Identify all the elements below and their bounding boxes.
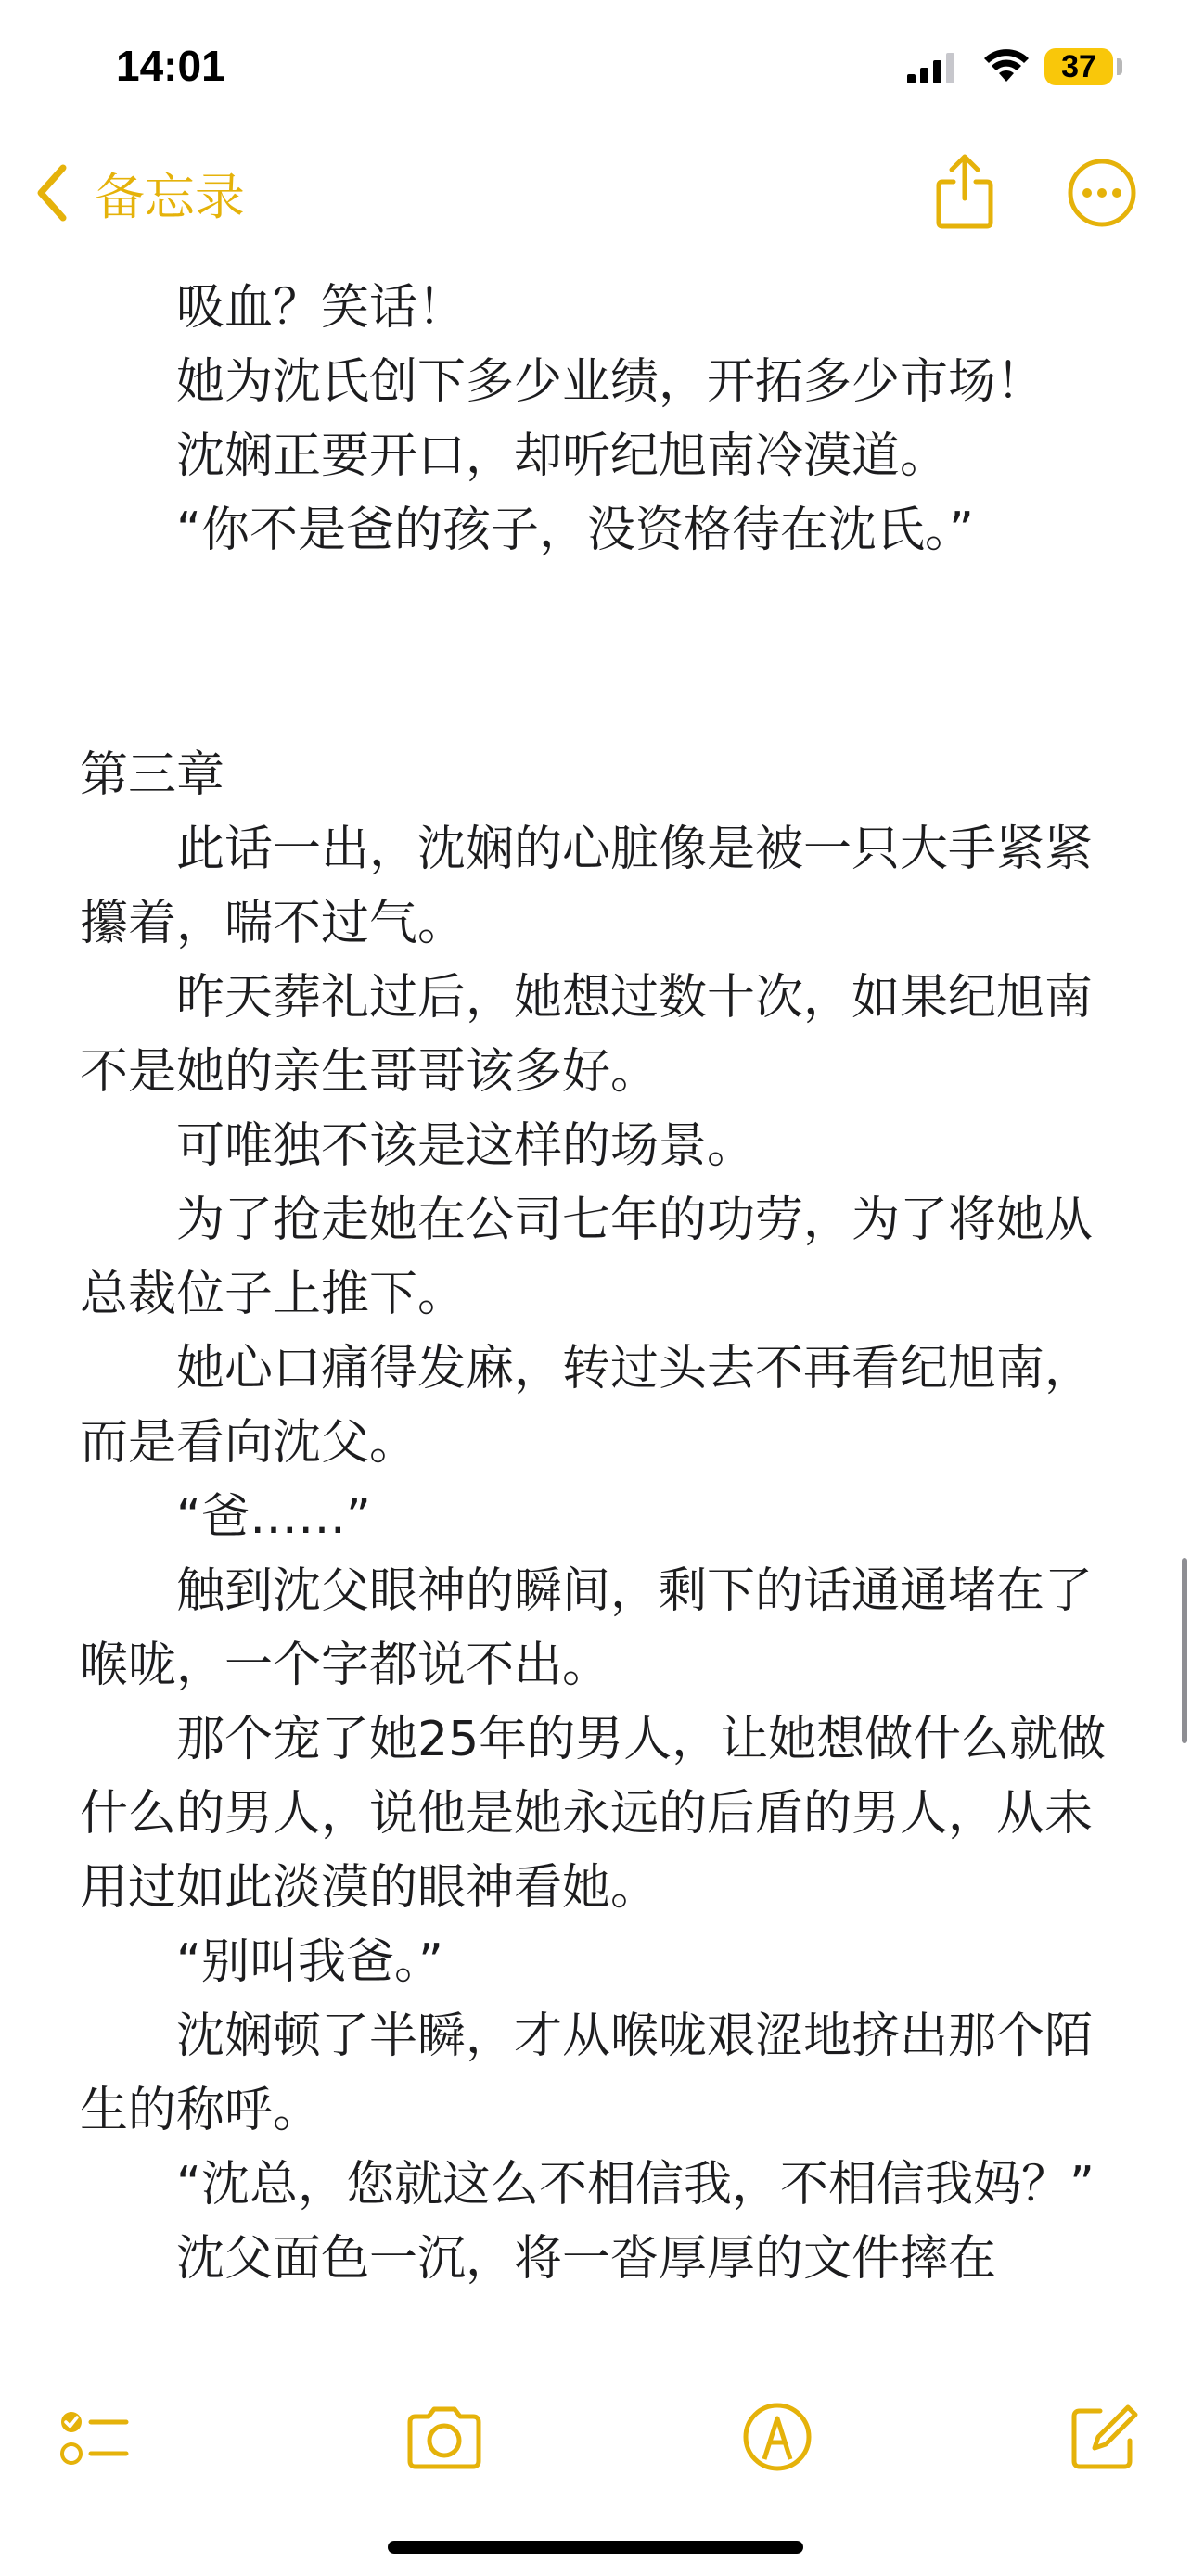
bottom-toolbar xyxy=(0,2383,1191,2485)
note-paragraph: 她心口痛得发麻，转过头去不再看纪旭南，而是看向沈父。 xyxy=(80,1341,1094,1471)
checklist-button[interactable] xyxy=(58,2400,132,2474)
note-paragraph: 沈娴正要开口，却听纪旭南冷漠道。 xyxy=(176,428,949,484)
battery-tip xyxy=(1117,58,1122,75)
note-paragraph: 触到沈父眼神的瞬间，剩下的话通通堵在了喉咙，一个字都说不出。 xyxy=(80,1563,1094,1693)
share-icon[interactable] xyxy=(933,152,996,230)
note-paragraph: 沈父面色一沉，将一沓厚厚的文件摔在 xyxy=(176,2231,997,2287)
markup-button[interactable] xyxy=(740,2400,814,2474)
scroll-indicator[interactable] xyxy=(1182,1558,1187,1743)
note-paragraph: 此话一出，沈娴的心脏像是被一只大手紧紧攥着，喘不过气。 xyxy=(80,822,1094,951)
markup-pen-icon xyxy=(740,2400,814,2474)
battery-level: 37 xyxy=(1061,48,1096,84)
note-paragraph: “沈总，您就这么不相信我，不相信我妈？” xyxy=(176,2157,1095,2213)
compose-button[interactable] xyxy=(1067,2400,1141,2474)
back-button[interactable] xyxy=(33,156,245,230)
battery-icon xyxy=(1044,48,1113,85)
chevron-left-icon xyxy=(33,162,70,223)
camera-icon xyxy=(403,2400,486,2474)
note-paragraph: 沈娴顿了半瞬，才从喉咙艰涩地挤出那个陌生的称呼。 xyxy=(80,2009,1094,2138)
chapter-heading: 第三章 xyxy=(80,747,225,803)
note-paragraph: “别叫我爸。” xyxy=(176,1934,443,1990)
wifi-icon xyxy=(983,48,1030,83)
compose-icon xyxy=(1067,2400,1141,2474)
more-icon[interactable] xyxy=(1067,158,1137,228)
cellular-signal-icon xyxy=(907,52,955,83)
note-paragraph: 可唯独不该是这样的场景。 xyxy=(176,1118,756,1174)
note-paragraph: 吸血？笑话！ xyxy=(176,280,467,336)
back-label: 备忘录 xyxy=(95,167,245,226)
note-paragraph: 她为沈氏创下多少业绩，开拓多少市场！ xyxy=(176,354,1045,410)
status-bar xyxy=(0,0,1191,139)
camera-button[interactable] xyxy=(403,2400,486,2474)
blank-line xyxy=(80,616,1111,690)
checklist-icon xyxy=(58,2400,132,2474)
note-paragraph: “爸……” xyxy=(176,1489,371,1545)
note-paragraph: 那个宠了她25年的男人，让她想做什么就做什么的男人，说他是她永远的后盾的男人，从未用过如此淡漠的眼神看她。 xyxy=(80,1712,1107,1916)
nav-bar xyxy=(0,139,1191,250)
note-paragraph: 为了抢走她在公司七年的功劳，为了将她从总裁位子上推下。 xyxy=(80,1192,1094,1322)
note-body[interactable] xyxy=(80,271,1111,2296)
note-paragraph: “你不是爸的孩子，没资格待在沈氏。” xyxy=(176,503,974,558)
note-paragraph: 昨天葬礼过后，她想过数十次，如果纪旭南不是她的亲生哥哥该多好。 xyxy=(80,970,1094,1100)
home-indicator[interactable] xyxy=(388,2541,803,2554)
status-time: 14:01 xyxy=(116,42,225,90)
